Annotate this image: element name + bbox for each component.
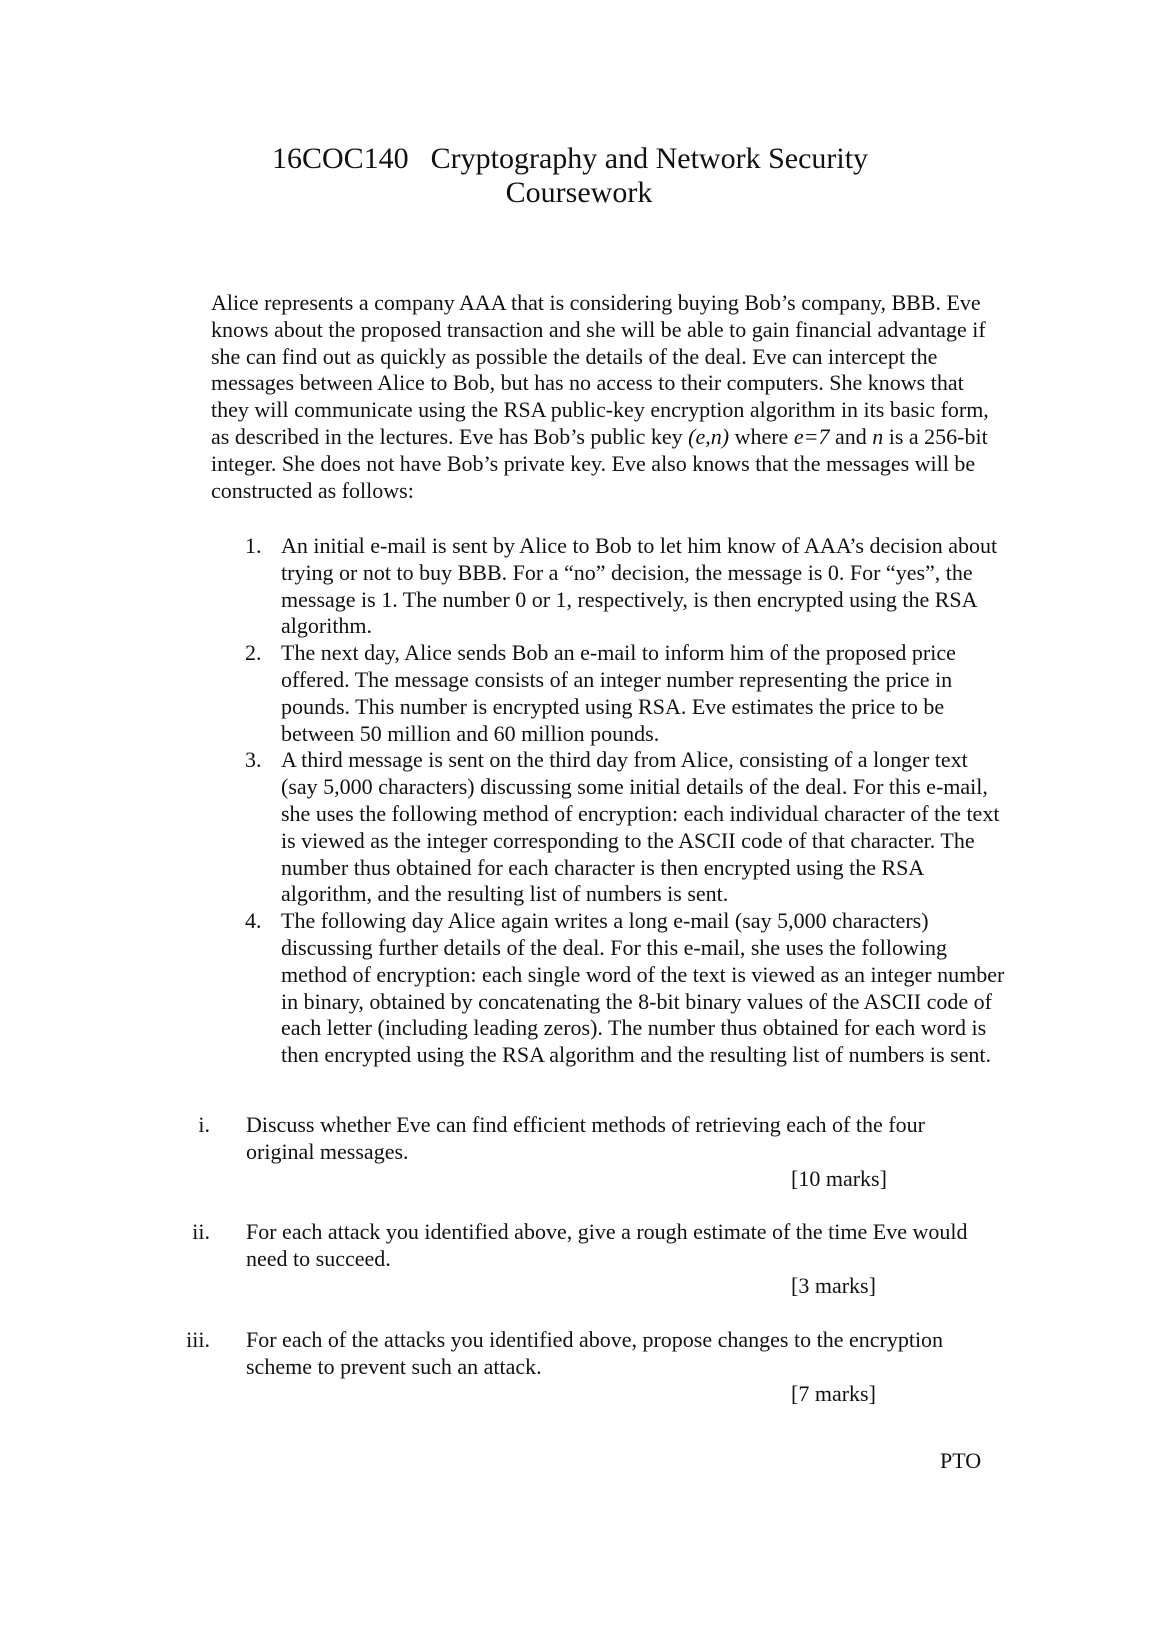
intro-paragraph: Alice represents a company AAA that is considering buying Bob’s company, BBB. Eve knows about the proposed transaction and she will be able to gain financial advantage if she can find out as quickly as possible the details of the deal. Eve can intercept the messages between Alice to Bob, but has no access to their computers. She knows that they will communicate using the RSA public-key encryption algorithm in its basic form, as described in the lectures. Eve has Bob’s public key (e,n) where e=7 and n is a 256-bit integer. She does not have Bob’s private key. Eve also knows that the messages will be constructed as follows:	[211, 290, 989, 503]
list-item: 2. The next day, Alice sends Bob an e-mail to inform him of the proposed price offered. The message consists of an integer number representing the price in pounds. This number is encrypted using RSA. Eve estimates the price to be between 50 million and 60 million pounds.	[245, 640, 956, 746]
modulus-var: n	[872, 423, 884, 449]
list-item: 1. An initial e-mail is sent by Alice to Bob to let him know of AAA’s decision about trying or not to buy BBB. For a “no” decision, the message is 0. For “yes”, the message is 1. The number 0 or 1, respectively, is then encrypted using the RSA algorithm.	[245, 533, 998, 639]
public-key: (e,n)	[688, 423, 730, 449]
pto-label: PTO	[940, 1448, 982, 1473]
question-number: i.	[198, 1112, 210, 1137]
list-item: 3. A third message is sent on the third day from Alice, consisting of a longer text (say 5,000 characters) discussing some initial details of the deal. For this e-mail, she uses the following method of encryption: each individual character of the text is viewed as the integer corresponding to the ASCII code of that character. The number thus obtained for each character is then encrypted using the RSA algorithm, and the resulting list of numbers is sent.	[245, 747, 1000, 907]
page-title	[0, 142, 1158, 176]
course-code: 16COC140	[271, 142, 409, 175]
question-marks: [3 marks]	[791, 1273, 876, 1298]
course-name: Cryptography and Network Security	[430, 142, 869, 175]
page-subtitle: Coursework	[505, 176, 653, 209]
question-text: For each attack you identified above, give a rough estimate of the time Eve would need to succeed.	[246, 1219, 968, 1271]
question-text: Discuss whether Eve can find efficient methods of retrieving each of the four original messages.	[246, 1112, 925, 1164]
question-number: ii.	[192, 1219, 210, 1244]
question-marks: [7 marks]	[791, 1381, 876, 1406]
question-marks: [10 marks]	[791, 1166, 887, 1191]
question-number: iii.	[186, 1327, 210, 1352]
question-text: For each of the attacks you identified above, propose changes to the encryption scheme to prevent such an attack.	[246, 1327, 944, 1379]
list-item: 4. The following day Alice again writes a long e-mail (say 5,000 characters) discussing further details of the deal. For this e-mail, she uses the following method of encryption: each single word of the text is viewed as an integer number in binary, obtained by concatenating the 8-bit binary values of the ASCII code of each letter (including leading zeros). The number thus obtained for each word is then encrypted using the RSA algorithm and the resulting list of numbers is sent.	[245, 908, 1005, 1068]
message-list	[245, 533, 1005, 1069]
exponent-value: e=7	[793, 423, 830, 449]
